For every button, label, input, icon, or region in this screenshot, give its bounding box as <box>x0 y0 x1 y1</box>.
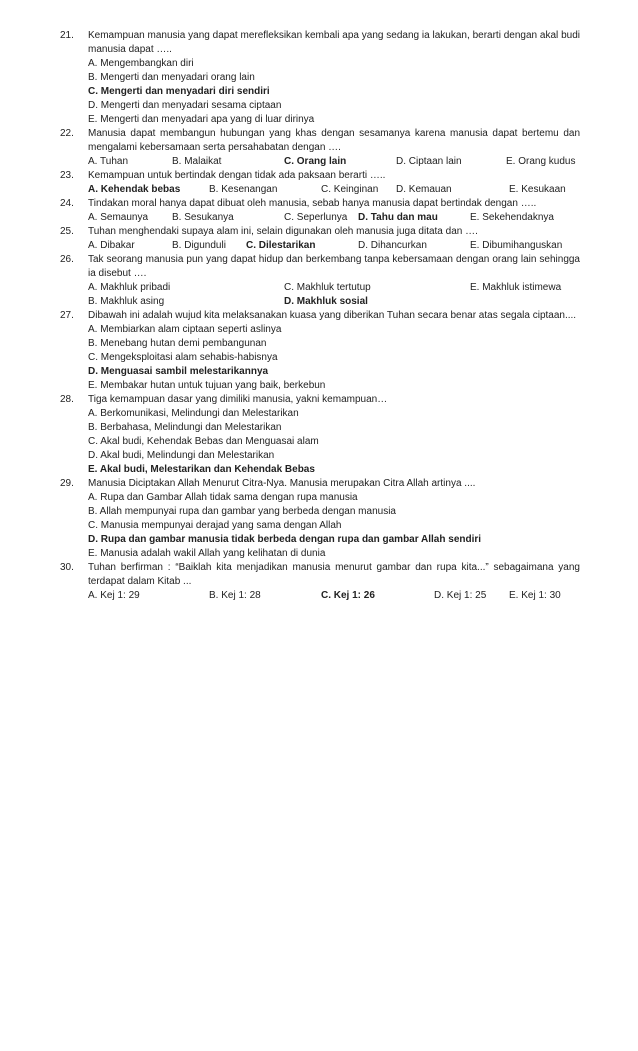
options-row <box>88 211 580 225</box>
question-26 <box>60 253 580 309</box>
option-a: A. Mengembangkan diri <box>88 58 194 69</box>
option-a-answer: A. Kehendak bebas <box>88 184 181 195</box>
options-row <box>88 589 580 603</box>
question-28 <box>60 393 580 477</box>
question-stem: Tuhan menghendaki supaya alam ini, selain digunakan oleh manusia juga ditata dan …. <box>88 226 478 237</box>
option-c: C. Mengeksploitasi alam sehabis-habisnya <box>88 352 278 363</box>
question-30 <box>60 561 580 603</box>
option-d-answer: D. Makhluk sosial <box>284 296 368 307</box>
option-e: E. Membakar hutan untuk tujuan yang baik, berkebun <box>88 380 326 391</box>
question-number: 27. <box>60 310 74 321</box>
question-25 <box>60 225 580 253</box>
option-b: B. Digunduli <box>172 240 226 251</box>
option-a: A. Rupa dan Gambar Allah tidak sama dengan rupa manusia <box>88 492 358 503</box>
option-e: E. Kej 1: 30 <box>509 590 561 601</box>
option-d: D. Kemauan <box>396 184 452 195</box>
question-number: 23. <box>60 170 74 181</box>
question-number: 26. <box>60 254 74 265</box>
question-stem: Kemampuan manusia yang dapat merefleksikan kembali apa yang sedang ia lakukan, berarti dengan akal budi manusia dapat ….. <box>88 30 580 55</box>
option-c: C. Makhluk tertutup <box>284 282 371 293</box>
question-number: 28. <box>60 394 74 405</box>
option-b: B. Kesenangan <box>209 184 278 195</box>
option-d: D. Mengerti dan menyadari sesama ciptaan <box>88 100 282 111</box>
option-d: D. Ciptaan lain <box>396 156 462 167</box>
option-b: B. Berbahasa, Melindungi dan Melestarikan <box>88 422 282 433</box>
option-d: D. Akal budi, Melindungi dan Melestarikan <box>88 450 275 461</box>
question-24 <box>60 197 580 225</box>
option-a: A. Semaunya <box>88 212 149 223</box>
option-c: C. Seperlunya <box>284 212 348 223</box>
options-row <box>88 281 580 295</box>
option-e: E. Manusia adalah wakil Allah yang kelihatan di dunia <box>88 548 326 559</box>
option-d: D. Dihancurkan <box>358 240 427 251</box>
option-e: E. Kesukaan <box>509 184 566 195</box>
option-c-answer: C. Orang lain <box>284 156 347 167</box>
options-row <box>88 239 580 253</box>
question-27 <box>60 309 580 393</box>
option-b: B. Malaikat <box>172 156 222 167</box>
option-d-answer: D. Menguasai sambil melestarikannya <box>88 366 269 377</box>
option-c: C. Akal budi, Kehendak Bebas dan Menguasai alam <box>88 436 319 447</box>
option-d-answer: D. Tahu dan mau <box>358 212 438 223</box>
option-b: B. Allah mempunyai rupa dan gambar yang berbeda dengan manusia <box>88 506 396 517</box>
option-e: E. Dibumihanguskan <box>470 240 563 251</box>
option-d: D. Kej 1: 25 <box>434 590 487 601</box>
option-a: A. Kej 1: 29 <box>88 590 140 601</box>
question-23 <box>60 169 580 197</box>
option-e-answer: E. Akal budi, Melestarikan dan Kehendak Bebas <box>88 464 315 475</box>
option-a: A. Makhluk pribadi <box>88 282 171 293</box>
option-e: E. Mengerti dan menyadari apa yang di luar dirinya <box>88 114 315 125</box>
option-e: E. Makhluk istimewa <box>470 282 562 293</box>
question-stem: Dibawah ini adalah wujud kita melaksanakan kuasa yang diberikan Tuhan secara benar atas segala ciptaan.... <box>88 310 577 321</box>
question-sheet <box>60 29 580 603</box>
question-stem: Tak seorang manusia pun yang dapat hidup dan berkembang tanpa kebersamaan dengan orang lain sehingga ia disebut …. <box>88 254 580 279</box>
question-number: 21. <box>60 30 74 41</box>
option-d-answer: D. Rupa dan gambar manusia tidak berbeda dengan rupa dan gambar Allah sendiri <box>88 534 482 545</box>
option-a: A. Berkomunikasi, Melindungi dan Melestarikan <box>88 408 299 419</box>
question-stem: Tindakan moral hanya dapat dibuat oleh manusia, sebab hanya manusia dapat bertindak dengan ….. <box>88 198 537 209</box>
question-22 <box>60 127 580 169</box>
question-stem: Manusia Diciptakan Allah Menurut Citra-Nya. Manusia merupakan Citra Allah artinya .... <box>88 478 476 489</box>
question-29 <box>60 477 580 561</box>
question-21 <box>60 29 580 127</box>
option-c-answer: C. Kej 1: 26 <box>321 590 375 601</box>
option-b: B. Kej 1: 28 <box>209 590 261 601</box>
options-row <box>88 155 580 169</box>
option-c-answer: C. Dilestarikan <box>246 240 316 251</box>
option-b: B. Makhluk asing <box>88 296 165 307</box>
question-stem: Tuhan berfirman : “Baiklah kita menjadikan manusia menurut gambar dan rupa kita...” sebagaimana yang terdapat dalam Kitab ... <box>88 562 580 587</box>
option-c: C. Keinginan <box>321 184 379 195</box>
option-a: A. Membiarkan alam ciptaan seperti aslinya <box>88 324 282 335</box>
options-row <box>88 183 580 197</box>
option-c: C. Manusia mempunyai derajad yang sama dengan Allah <box>88 520 342 531</box>
option-e: E. Orang kudus <box>506 156 576 167</box>
option-a: A. Tuhan <box>88 156 129 167</box>
question-number: 30. <box>60 562 74 573</box>
question-number: 24. <box>60 198 74 209</box>
question-number: 29. <box>60 478 74 489</box>
question-stem: Tiga kemampuan dasar yang dimiliki manusia, yakni kemampuan… <box>88 394 388 405</box>
question-number: 22. <box>60 128 74 139</box>
option-b: B. Mengerti dan menyadari orang lain <box>88 72 255 83</box>
option-c-answer: C. Mengerti dan menyadari diri sendiri <box>88 86 270 97</box>
options-row <box>88 295 580 309</box>
question-stem: Kemampuan untuk bertindak dengan tidak ada paksaan berarti ….. <box>88 170 386 181</box>
option-e: E. Sekehendaknya <box>470 212 554 223</box>
option-b: B. Menebang hutan demi pembangunan <box>88 338 267 349</box>
question-number: 25. <box>60 226 74 237</box>
question-stem: Manusia dapat membangun hubungan yang khas dengan sesamanya karena manusia dapat bertemu dan mengalami kebersamaan serta persahabatan dengan …. <box>88 128 580 153</box>
option-b: B. Sesukanya <box>172 212 234 223</box>
option-a: A. Dibakar <box>88 240 135 251</box>
